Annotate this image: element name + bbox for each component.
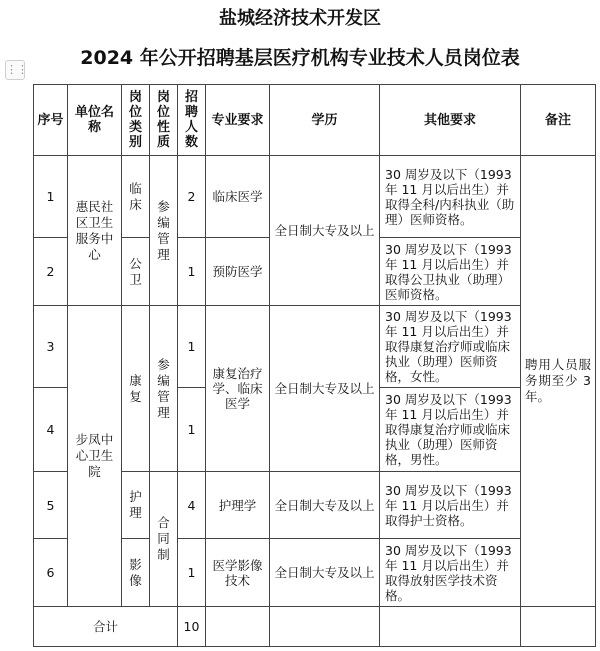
major-cell: 康复治疗学、临床医学 (206, 306, 270, 472)
header-major: 专业要求 (206, 85, 270, 156)
document-title: 盐城经济技术开发区 (219, 8, 381, 29)
category-cell: 公卫 (122, 238, 150, 306)
seq-cell: 1 (34, 156, 68, 238)
other-req-cell: 30 周岁及以下（1993 年 11 月以后出生）并取得护士资格。 (380, 472, 521, 539)
count-cell: 1 (178, 238, 206, 306)
seq-cell: 6 (34, 539, 68, 607)
category-cell: 影像 (122, 539, 150, 607)
seq-cell: 3 (34, 306, 68, 388)
total-label: 合计 (34, 607, 178, 647)
major-cell: 临床医学 (206, 156, 270, 238)
seq-cell: 2 (34, 238, 68, 306)
remarks-cell: 聘用人员服务期至少 3 年。 (521, 156, 596, 607)
major-cell: 预防医学 (206, 238, 270, 306)
education-cell: 全日制大专及以上 (270, 472, 380, 539)
other-req-cell: 30 周岁及以下（1993 年 11 月以后出生）并取得公卫执业（助理）医师资格。 (380, 238, 521, 306)
count-cell: 2 (178, 156, 206, 238)
count-cell: 1 (178, 306, 206, 388)
header-post-category: 岗位类别 (122, 85, 150, 156)
count-cell: 4 (178, 472, 206, 539)
empty-cell (521, 607, 596, 647)
seq-cell: 5 (34, 472, 68, 539)
header-remarks: 备注 (521, 85, 596, 156)
nature-cell: 合同制 (150, 472, 178, 607)
header-unit: 单位名称 (68, 85, 122, 156)
table-header-row (34, 85, 596, 156)
table-row (34, 306, 596, 388)
other-req-cell: 30 周岁及以下（1993 年 11 月以后出生）并取得康复治疗师或临床执业（助理）医师资格，女性。 (380, 306, 521, 388)
seq-cell: 4 (34, 388, 68, 472)
document-subtitle: 2024 年公开招聘基层医疗机构专业技术人员岗位表 (80, 47, 520, 69)
education-cell: 全日制大专及以上 (270, 539, 380, 607)
category-cell: 护理 (122, 472, 150, 539)
unit-cell: 步凤中心卫生院 (68, 306, 122, 607)
positions-table (33, 84, 596, 647)
header-seq: 序号 (34, 85, 68, 156)
other-req-cell: 30 周岁及以下（1993 年 11 月以后出生）并取得放射医学技术资格。 (380, 539, 521, 607)
header-post-nature: 岗位性质 (150, 85, 178, 156)
empty-cell (270, 607, 380, 647)
major-cell: 护理学 (206, 472, 270, 539)
header-recruit-count: 招聘人数 (178, 85, 206, 156)
unit-cell: 惠民社区卫生服务中心 (68, 156, 122, 306)
header-education: 学历 (270, 85, 380, 156)
education-cell: 全日制大专及以上 (270, 156, 380, 306)
drag-handle-icon[interactable]: ⋮⋮ (5, 60, 25, 80)
major-cell: 医学影像技术 (206, 539, 270, 607)
count-cell: 1 (178, 539, 206, 607)
category-cell: 临床 (122, 156, 150, 238)
total-count: 10 (178, 607, 206, 647)
total-row (34, 607, 596, 647)
empty-cell (206, 607, 270, 647)
header-other: 其他要求 (380, 85, 521, 156)
education-cell: 全日制大专及以上 (270, 306, 380, 472)
count-cell: 1 (178, 388, 206, 472)
nature-cell: 参编管理 (150, 306, 178, 472)
other-req-cell: 30 周岁及以下（1993 年 11 月以后出生）并取得全科/内科执业（助理）医师资格。 (380, 156, 521, 238)
category-cell: 康复 (122, 306, 150, 472)
nature-cell: 参编管理 (150, 156, 178, 306)
table-row (34, 156, 596, 238)
other-req-cell: 30 周岁及以下（1993 年 11 月以后出生）并取得康复治疗师或临床执业（助理）医师资格，男性。 (380, 388, 521, 472)
empty-cell (380, 607, 521, 647)
